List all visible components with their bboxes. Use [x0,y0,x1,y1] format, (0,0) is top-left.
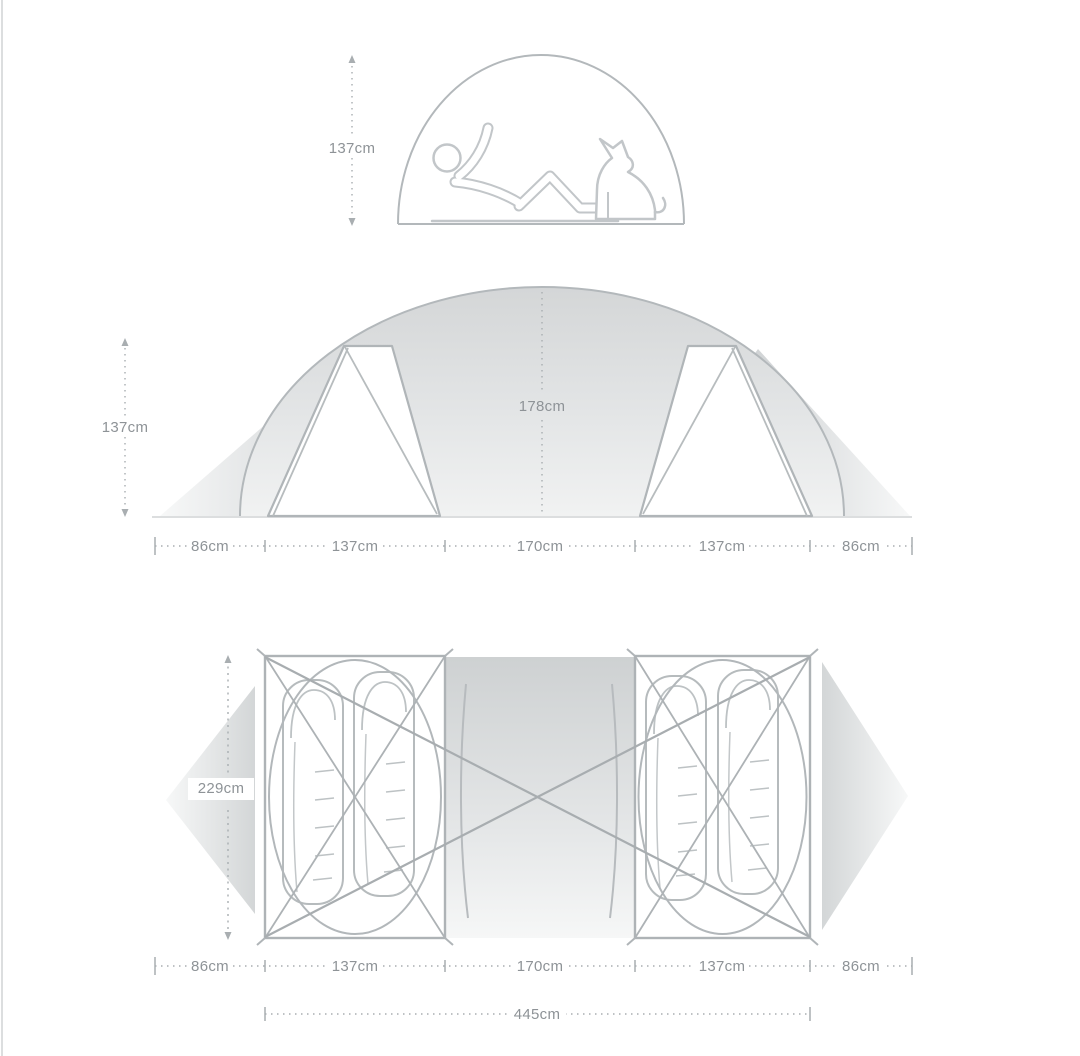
front-height-label: 137cm [328,140,376,157]
floor-width-dimensions [155,957,912,975]
depth-label: 229cm [197,780,245,797]
peak-height-label: 178cm [518,398,566,415]
side-height-label: 137cm [101,419,149,436]
arrow-up-icon [349,55,356,63]
arrow-up-icon [225,655,232,663]
segment-label: 137cm [331,958,379,975]
segment-label: 170cm [516,538,564,555]
side-width-dimensions [155,537,912,555]
side-height-dimension [98,338,152,517]
right-guyline-shade [822,662,908,930]
segment-label: 86cm [842,958,880,975]
front-height-dimension [325,55,379,226]
sleeping-bag [646,676,706,900]
person-head [434,145,461,172]
segment-label: 137cm [698,538,746,555]
segment-label: 170cm [516,958,564,975]
arrow-down-icon [122,509,129,517]
front-elevation-view [325,55,684,226]
floor-plan-view [155,649,912,1023]
segment-label: 86cm [191,958,229,975]
segment-label: 86cm [191,538,229,555]
arrow-down-icon [349,218,356,226]
sleeping-bag [283,680,343,904]
arrow-down-icon [225,932,232,940]
total-width-label: 445cm [513,1006,561,1023]
segment-label: 137cm [331,538,379,555]
side-elevation-view [98,287,912,555]
segment-label: 137cm [698,958,746,975]
segment-label: 86cm [842,538,880,555]
total-width-dimension [265,1006,810,1023]
arrow-up-icon [122,338,129,346]
sleeping-bag [718,670,778,894]
